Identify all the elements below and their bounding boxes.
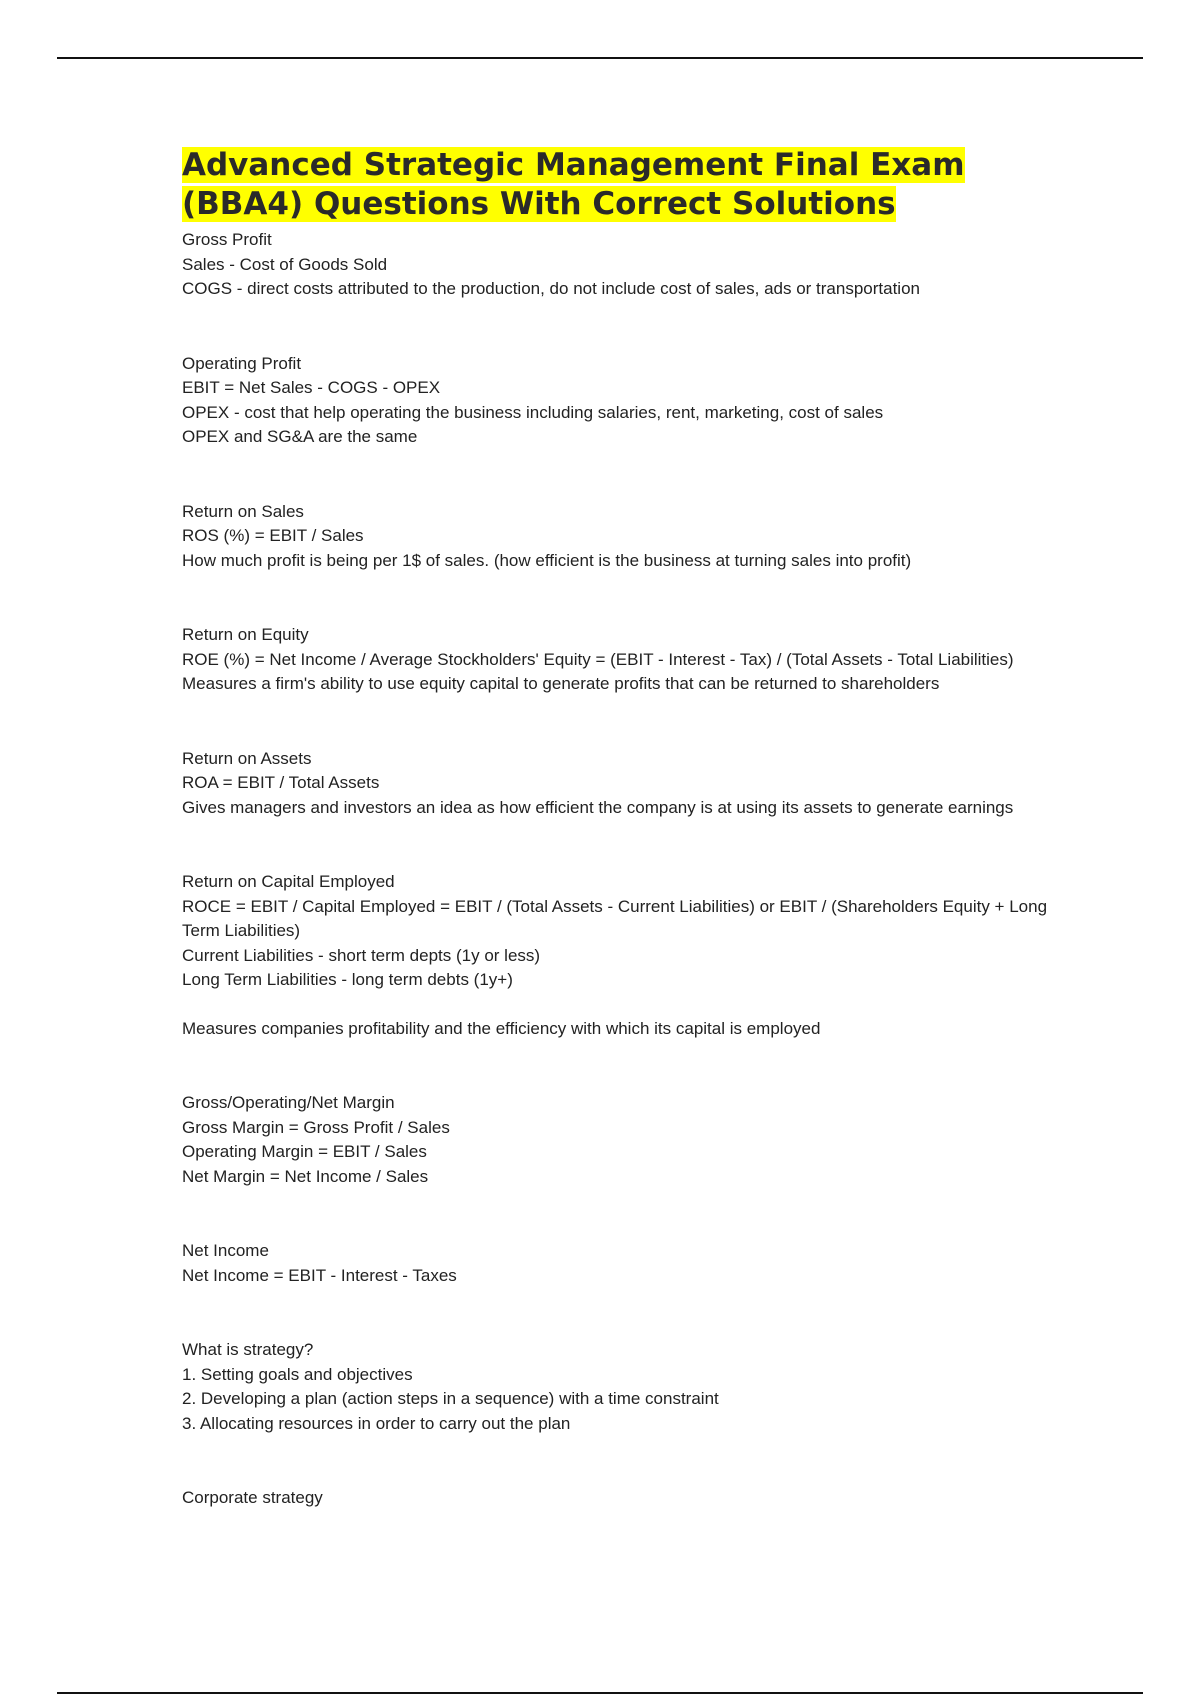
- definition-line: Measures a firm's ability to use equity capital to generate profits that can be returned to shareholders: [182, 674, 940, 693]
- section-what-is-strategy: [182, 1338, 1062, 1436]
- term-heading: Operating Profit: [182, 353, 302, 373]
- top-rule: [57, 57, 1143, 59]
- definition-line: OPEX and SG&A are the same: [182, 427, 418, 446]
- definition-line: Net Margin = Net Income / Sales: [182, 1166, 429, 1186]
- definition-line: EBIT = Net Sales - COGS - OPEX: [182, 378, 441, 397]
- term-heading: Corporate strategy: [182, 1488, 323, 1507]
- sections-container: [182, 228, 1062, 1511]
- definition-line: ROE (%) = Net Income / Average Stockholders' Equity = (EBIT - Interest - Tax) / (Total Assets - Total Liabilities): [182, 649, 1014, 669]
- definition-line: Net Income = EBIT - Interest - Taxes: [182, 1265, 457, 1285]
- section-corporate-strategy: [182, 1486, 1062, 1511]
- section-return-on-capital-employed: [182, 870, 1062, 1041]
- blank-line: [182, 993, 1062, 1017]
- definition-line: Gross Margin = Gross Profit / Sales: [182, 1117, 450, 1137]
- definition-line: Gives managers and investors an idea as how efficient the company is at using its assets to generate earnings: [182, 797, 1014, 817]
- section-gross-profit: [182, 228, 1062, 302]
- definition-line: Long Term Liabilities - long term debts (1y+): [182, 970, 513, 989]
- definition-line: ROCE = EBIT / Capital Employed = EBIT / (Total Assets - Current Liabilities) or EBIT / (Shareholders Equity + Long Term Liabilities): [182, 896, 1048, 940]
- term-heading: Return on Sales: [182, 501, 304, 521]
- term-heading: What is strategy?: [182, 1340, 314, 1359]
- document-title: [182, 146, 1062, 224]
- term-heading: Gross Profit: [182, 230, 272, 249]
- definition-line: How much profit is being per 1$ of sales. (how efficient is the business at turning sales into profit): [182, 550, 912, 570]
- term-heading: Return on Capital Employed: [182, 872, 395, 891]
- title-highlight: Advanced Strategic Management Final Exam (BBA4) Questions With Correct Solutions: [182, 147, 965, 222]
- bottom-rule: [57, 1692, 1143, 1694]
- section-margins: [182, 1091, 1062, 1189]
- section-return-on-sales: [182, 500, 1062, 574]
- definition-line: 3. Allocating resources in order to carry out the plan: [182, 1413, 571, 1433]
- term-heading: Net Income: [182, 1241, 269, 1260]
- term-heading: Gross/Operating/Net Margin: [182, 1093, 395, 1112]
- definition-line: ROA = EBIT / Total Assets: [182, 773, 380, 792]
- section-operating-profit: [182, 352, 1062, 450]
- definition-line: Operating Margin = EBIT / Sales: [182, 1142, 427, 1161]
- definition-line: OPEX - cost that help operating the business including salaries, rent, marketing, cost of sales: [182, 402, 884, 422]
- definition-line: Measures companies profitability and the efficiency with which its capital is employed: [182, 1018, 821, 1038]
- term-heading: Return on Equity: [182, 625, 309, 644]
- section-return-on-equity: [182, 623, 1062, 697]
- document-body: [182, 146, 1062, 1561]
- definition-line: 2. Developing a plan (action steps in a sequence) with a time constraint: [182, 1389, 719, 1408]
- definition-line: Sales - Cost of Goods Sold: [182, 254, 388, 274]
- definition-line: 1. Setting goals and objectives: [182, 1364, 413, 1384]
- definition-line: COGS - direct costs attributed to the production, do not include cost of sales, ads or transportation: [182, 279, 920, 298]
- section-net-income: [182, 1239, 1062, 1288]
- term-heading: Return on Assets: [182, 748, 312, 768]
- definition-line: Current Liabilities - short term depts (1y or less): [182, 945, 541, 965]
- definition-line: ROS (%) = EBIT / Sales: [182, 526, 364, 545]
- section-return-on-assets: [182, 747, 1062, 821]
